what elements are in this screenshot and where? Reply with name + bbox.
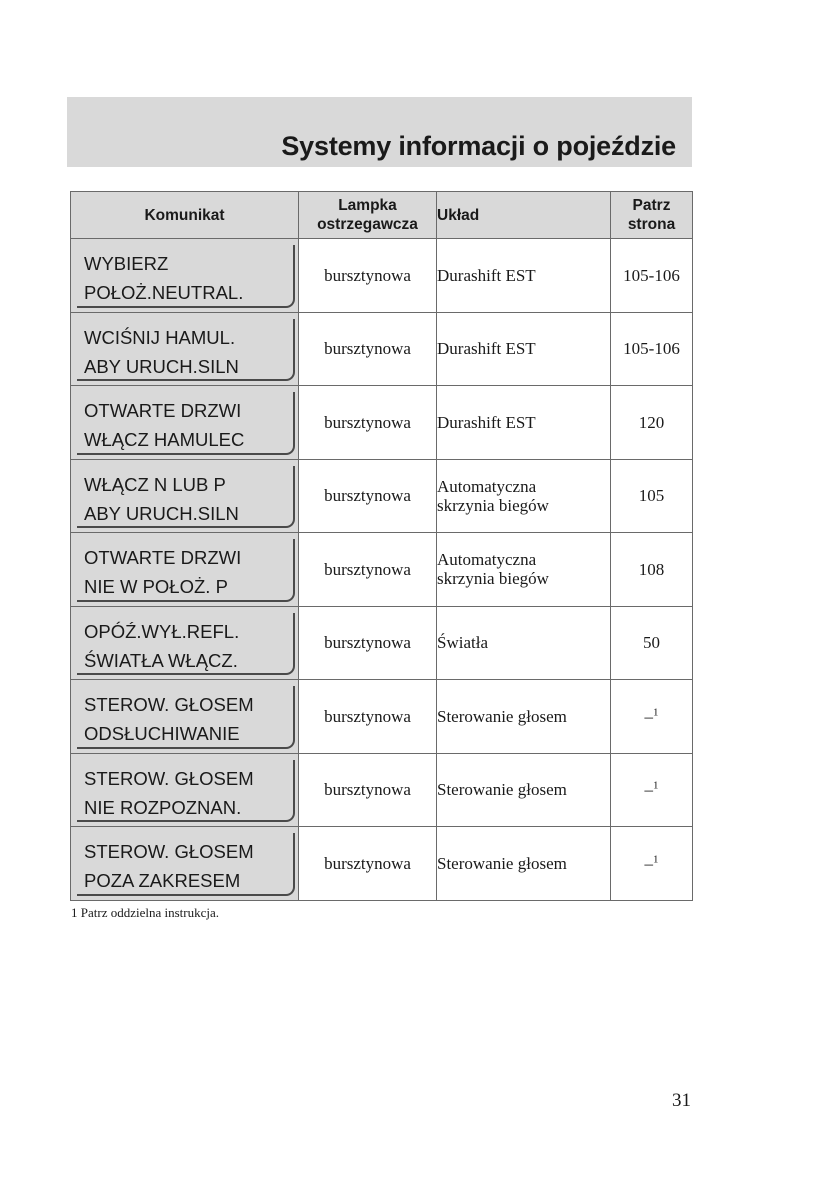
lcd-display [77, 466, 295, 529]
message-line-2: POZA ZAKRESEM [84, 870, 241, 891]
page-ref-cell: –$^1$ [611, 827, 693, 901]
message-display-cell [71, 386, 299, 460]
lamp-color-cell: bursztynowa [299, 827, 437, 901]
message-line-1: OTWARTE DRZWI [84, 547, 242, 568]
message-line-2: ABY URUCH.SILN [84, 355, 239, 377]
page-ref-cell: 105-106 [611, 312, 693, 386]
message-line-1: OPÓŹ.WYŁ.REFL. [84, 620, 240, 642]
message-display-cell [71, 312, 299, 386]
message-line-2: WŁĄCZ HAMULEC [84, 429, 245, 450]
table-row [71, 827, 693, 901]
table-row [71, 386, 693, 460]
header-message: Komunikat [71, 192, 299, 239]
footnote: 1 Patrz oddzielna instrukcja. [71, 905, 220, 920]
lamp-color-cell: bursztynowa [299, 386, 437, 460]
message-display-cell [71, 753, 299, 827]
message-line-2: ŚWIATŁA WŁĄCZ. [84, 649, 238, 671]
system-cell: Sterowanie głosem [437, 680, 611, 754]
lamp-color-cell: bursztynowa [299, 533, 437, 607]
system-cell: Durashift EST [437, 312, 611, 386]
lcd-display [77, 319, 295, 382]
system-cell: Automatyczna skrzynia biegów [437, 459, 611, 533]
message-line-1: STEROW. GŁOSEM [84, 767, 254, 789]
footnote-ref: 1 [653, 853, 659, 866]
lamp-color-cell: bursztynowa [299, 753, 437, 827]
system-cell: Automatyczna skrzynia biegów [437, 533, 611, 607]
chapter-header-band [67, 97, 692, 167]
system-cell: Durashift EST [437, 386, 611, 460]
header-warning-lamp: Lampka ostrzegawcza [299, 192, 437, 239]
message-line-1: STEROW. GŁOSEM [84, 841, 254, 862]
table-row [71, 312, 693, 386]
table-row [71, 680, 693, 754]
system-cell: Durashift EST [437, 239, 611, 313]
page-ref-cell: 105 [611, 459, 693, 533]
message-line-2: POŁOŻ.NEUTRAL. [84, 282, 244, 303]
table-row [71, 753, 693, 827]
lcd-display [77, 245, 295, 308]
message-display-cell [71, 459, 299, 533]
message-display-cell [71, 680, 299, 754]
message-line-2: ODSŁUCHIWANIE [84, 723, 240, 744]
table-header-row [71, 192, 693, 239]
message-display-cell [71, 239, 299, 313]
page-ref-cell: 50 [611, 606, 693, 680]
message-line-1: WŁĄCZ N LUB P [84, 473, 226, 495]
message-display-cell [71, 533, 299, 607]
page-ref-cell: –$^1$ [611, 680, 693, 754]
message-line-2: NIE ROZPOZNAN. [84, 796, 242, 818]
page-ref-cell: 108 [611, 533, 693, 607]
system-cell: Sterowanie głosem [437, 827, 611, 901]
message-line-1: WYBIERZ [84, 253, 169, 274]
footnote-ref: 1 [653, 706, 659, 719]
system-cell: Sterowanie głosem [437, 753, 611, 827]
message-display-cell [71, 606, 299, 680]
header-see-page: Patrz strona [611, 192, 693, 239]
chapter-title: Systemy informacji o pojeździe [281, 131, 676, 161]
table-row [71, 606, 693, 680]
table-row [71, 239, 693, 313]
lamp-color-cell: bursztynowa [299, 680, 437, 754]
message-line-2: NIE W POŁOŻ. P [84, 576, 228, 597]
lcd-display [77, 392, 295, 455]
page-number: 31 [672, 1090, 691, 1111]
page-ref-cell: 120 [611, 386, 693, 460]
message-line-1: OTWARTE DRZWI [84, 400, 242, 421]
lamp-color-cell: bursztynowa [299, 606, 437, 680]
message-line-1: STEROW. GŁOSEM [84, 694, 254, 715]
lcd-display [77, 613, 295, 676]
messages-table [70, 191, 693, 901]
lcd-display [77, 686, 295, 749]
lamp-color-cell: bursztynowa [299, 312, 437, 386]
message-line-2: ABY URUCH.SILN [84, 502, 239, 524]
table-row [71, 533, 693, 607]
lcd-display [77, 833, 295, 896]
lamp-color-cell: bursztynowa [299, 459, 437, 533]
message-line-1: WCIŚNIJ HAMUL. [84, 326, 236, 348]
header-system: Układ [437, 192, 611, 239]
table-row [71, 459, 693, 533]
page-ref-cell: –$^1$ [611, 753, 693, 827]
message-display-cell [71, 827, 299, 901]
footnote-ref: 1 [653, 779, 659, 792]
lcd-display [77, 760, 295, 823]
lamp-color-cell: bursztynowa [299, 239, 437, 313]
lcd-display [77, 539, 295, 602]
page-ref-cell: 105-106 [611, 239, 693, 313]
system-cell: Światła [437, 606, 611, 680]
